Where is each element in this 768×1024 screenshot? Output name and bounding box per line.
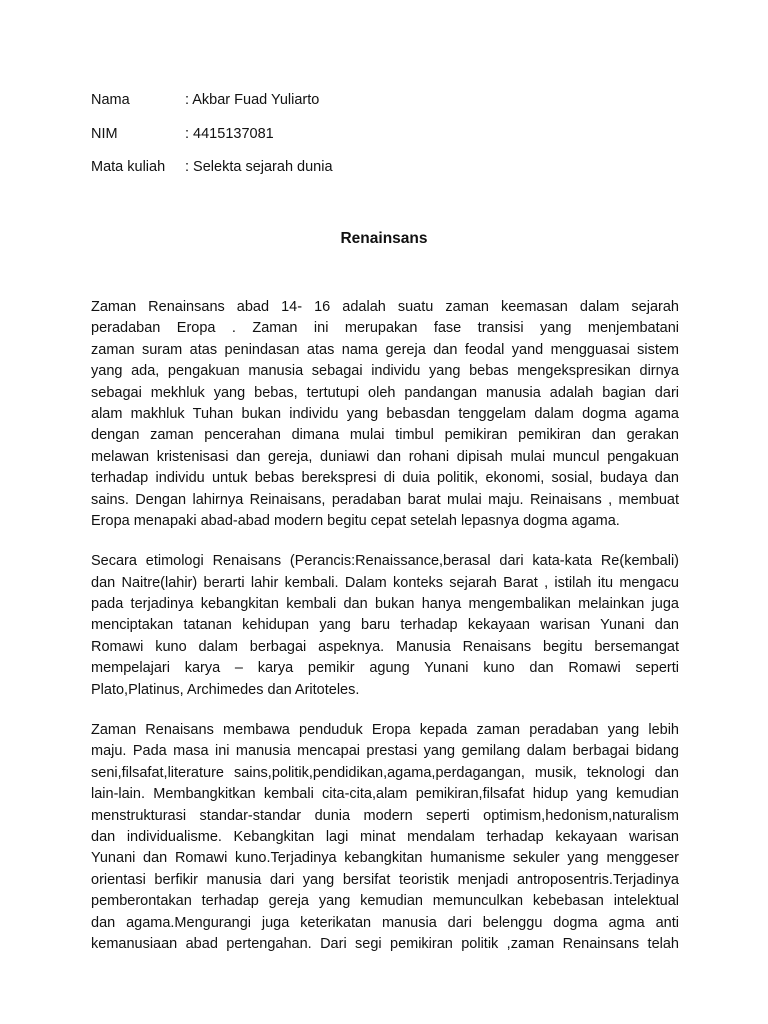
paragraph-line: alam makhluk Tuhan bukan individu yang bebasdan tenggelam dalam dogma agama xyxy=(91,405,679,422)
paragraph-line: seni,filsafat,literature sains,politik,pendidikan,agama,perdagangan, musik, teknologi dan xyxy=(91,764,679,781)
paragraph-1 xyxy=(91,297,679,532)
name-row xyxy=(91,92,333,126)
paragraph-line: Eropa menapaki abad-abad modern begitu cepat setelah lepasnya dogma agama. xyxy=(91,512,620,529)
paragraph-2 xyxy=(91,551,679,701)
paragraph-line: maju. Pada masa ini manusia mencapai prestasi yang gemilang dalam berbagai bidang xyxy=(91,743,679,760)
paragraph-line: menstrukturasi standar-standar dunia modern seperti optimism,hedonism,naturalism xyxy=(91,807,679,824)
paragraph-line: Plato,Platinus, Archimedes dan Aritoteles. xyxy=(91,681,360,698)
document-title: Renainsans xyxy=(340,230,428,247)
paragraph-line: sains. Dengan lahirnya Reinaisans, peradaban barat mulai maju. Reinaisans , membuat xyxy=(91,491,679,508)
course-row xyxy=(91,159,333,193)
paragraph-line: melawan kristenisasi dan gereja, duniawi dan rohani dipisah mulai muncul pengakuan xyxy=(91,448,679,465)
paragraph-line: Zaman Renaisans membawa penduduk Eropa kepada zaman peradaban yang lebih xyxy=(91,722,679,739)
course-label: Mata kuliah xyxy=(91,159,166,175)
paragraph-line: Secara etimologi Renaisans (Perancis:Renaissance,berasal dari kata-kata Re(kembali) xyxy=(91,553,679,570)
paragraph-line: lain-lain. Membangkitkan kembali cita-cita,alam pemikiran,filsafat hidup yang kemudian xyxy=(91,786,679,803)
paragraph-line: dan Naitre(lahir) berarti lahir kembali. Dalam konteks sejarah Barat , istilah itu mengacu xyxy=(91,574,679,591)
paragraph-line: zaman suram atas penindasan atas nama gereja dan feodal yand mengguasai sistem xyxy=(91,341,679,358)
paragraph-line: pemberontakan terhadap gereja yang kemudian memunculkan kebebasan intelektual xyxy=(91,893,679,910)
name-label: Nama xyxy=(91,92,130,108)
document-body xyxy=(91,297,679,974)
nim-value: : 4415137081 xyxy=(185,125,274,142)
paragraph-line: pada terjadinya kebangkitan kembali dan bukan hanya mengembalikan melainkan juga xyxy=(91,596,679,613)
paragraph-line: dengan zaman pencerahan dimana mulai timbul pemikiran pemikiran dan gerakan xyxy=(91,427,679,444)
paragraph-line: dan agama.Mengurangi juga keterikatan manusia dari belenggu dogma agma anti xyxy=(91,914,679,931)
paragraph-line: terhadap individu untuk bebas berekspresi di duia politik, ekonomi, sosial, budaya dan xyxy=(91,470,679,487)
paragraph-line: peradaban Eropa . Zaman ini merupakan fase transisi yang menjembatani xyxy=(91,320,679,337)
paragraph-line: orientasi berfikir manusia dari yang bersifat teoristik menjadi antroposentris.Terjadinya xyxy=(91,871,679,888)
name-value: : Akbar Fuad Yuliarto xyxy=(185,92,320,108)
nim-label: NIM xyxy=(91,125,118,142)
paragraph-line: Romawi kuno dalam berbagai aspeknya. Manusia Renaisans begitu bersemangat xyxy=(91,638,679,655)
nim-row xyxy=(91,126,333,160)
paragraph-3 xyxy=(91,720,679,955)
student-info xyxy=(91,92,333,193)
paragraph-line: Yunani dan Romawi kuno.Terjadinya kebangkitan humanisme sekuler yang menggeser xyxy=(91,850,679,867)
course-value: : Selekta sejarah dunia xyxy=(185,159,333,175)
paragraph-line: mempelajari karya – karya pemikir agung Yunani kuno dan Romawi seperti xyxy=(91,660,679,677)
paragraph-line: dan individualisme. Kebangkitan lagi minat mendalam terhadap kekayaan warisan xyxy=(91,828,679,845)
paragraph-line: Zaman Renainsans abad 14- 16 adalah suatu zaman keemasan dalam sejarah xyxy=(91,299,679,315)
paragraph-line: kemanusiaan abad pertengahan. Dari segi pemikiran politik ,zaman Renainsans telah xyxy=(91,935,679,952)
paragraph-line: yang ada, pengakuan manusia sebagai individu yang bebas mengekspresikan dirnya xyxy=(91,363,679,380)
paragraph-line: menciptakan tatanan kehidupan yang baru terhadap kekayaan warisan Yunani dan xyxy=(91,617,679,634)
paragraph-line: sebagai mekhluk yang bebas, tertutupi oleh pandangan manusia adalah bagian dari xyxy=(91,384,679,401)
